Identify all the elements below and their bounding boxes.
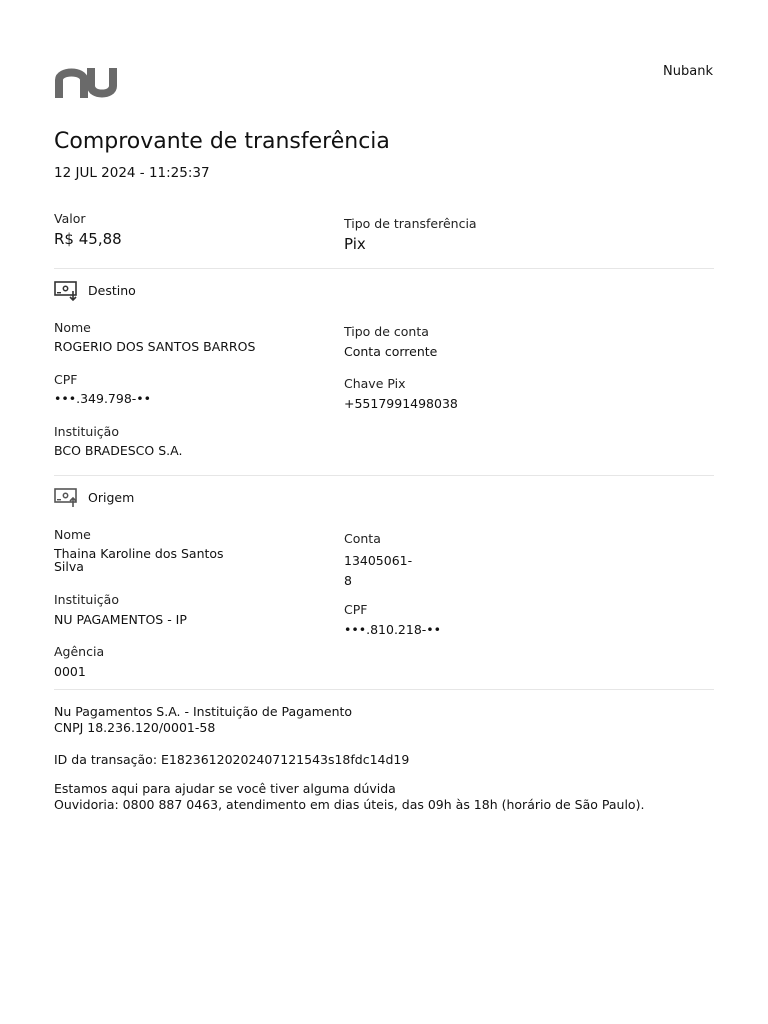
origem-agencia-value: 0001 [54, 664, 86, 679]
tipo-transferencia-label: Tipo de transferência [344, 216, 477, 231]
destino-tipo-conta-value: Conta corrente [344, 344, 438, 359]
brand-name: Nubank [663, 64, 713, 79]
money-out-icon [54, 487, 80, 509]
divider [54, 475, 714, 476]
origem-conta-value: 13405061-8 [344, 553, 413, 588]
origem-cpf-label: CPF [344, 602, 368, 617]
destino-tipo-conta-label: Tipo de conta [344, 324, 429, 339]
company-name: Nu Pagamentos S.A. - Instituição de Pagamento [54, 704, 353, 719]
ouvidoria-text: Ouvidoria: 0800 887 0463, atendimento em dias úteis, das 09h às 18h (horário de São Paulo). [54, 797, 645, 812]
transaction-id: ID da transação: E18236120202407121543s18fdc14d19 [54, 752, 410, 767]
divider [54, 268, 714, 269]
destino-chave-pix-value: +5517991498038 [344, 396, 458, 411]
destino-instituicao-label: Instituição [54, 424, 119, 439]
valor-label: Valor [54, 211, 86, 226]
destino-instituicao-value: BCO BRADESCO S.A. [54, 443, 183, 458]
destino-cpf-label: CPF [54, 372, 78, 387]
origem-section-title: Origem [88, 490, 135, 505]
origem-cpf-value: •••.810.218-•• [344, 622, 442, 637]
page-title: Comprovante de transferência [54, 129, 390, 154]
destino-nome-label: Nome [54, 320, 91, 335]
destino-section-title: Destino [88, 283, 136, 298]
destino-nome-value: ROGERIO DOS SANTOS BARROS [54, 339, 256, 354]
tipo-transferencia-value: Pix [344, 235, 366, 253]
origem-nome-value: Thaina Karoline dos Santos Silva [54, 546, 224, 574]
nubank-logo [54, 66, 118, 100]
money-in-icon [54, 280, 80, 302]
origem-instituicao-value: NU PAGAMENTOS - IP [54, 612, 187, 627]
divider [54, 689, 714, 690]
origem-conta-label: Conta [344, 531, 381, 546]
origem-agencia-label: Agência [54, 644, 105, 659]
valor-value: R$ 45,88 [54, 230, 122, 248]
destino-chave-pix-label: Chave Pix [344, 376, 406, 391]
origem-nome-label: Nome [54, 527, 91, 542]
origem-instituicao-label: Instituição [54, 592, 119, 607]
company-cnpj: CNPJ 18.236.120/0001-58 [54, 720, 216, 735]
destino-cpf-value: •••.349.798-•• [54, 391, 152, 406]
help-text: Estamos aqui para ajudar se você tiver alguma dúvida [54, 781, 396, 796]
transaction-datetime: 12 JUL 2024 - 11:25:37 [54, 165, 210, 181]
